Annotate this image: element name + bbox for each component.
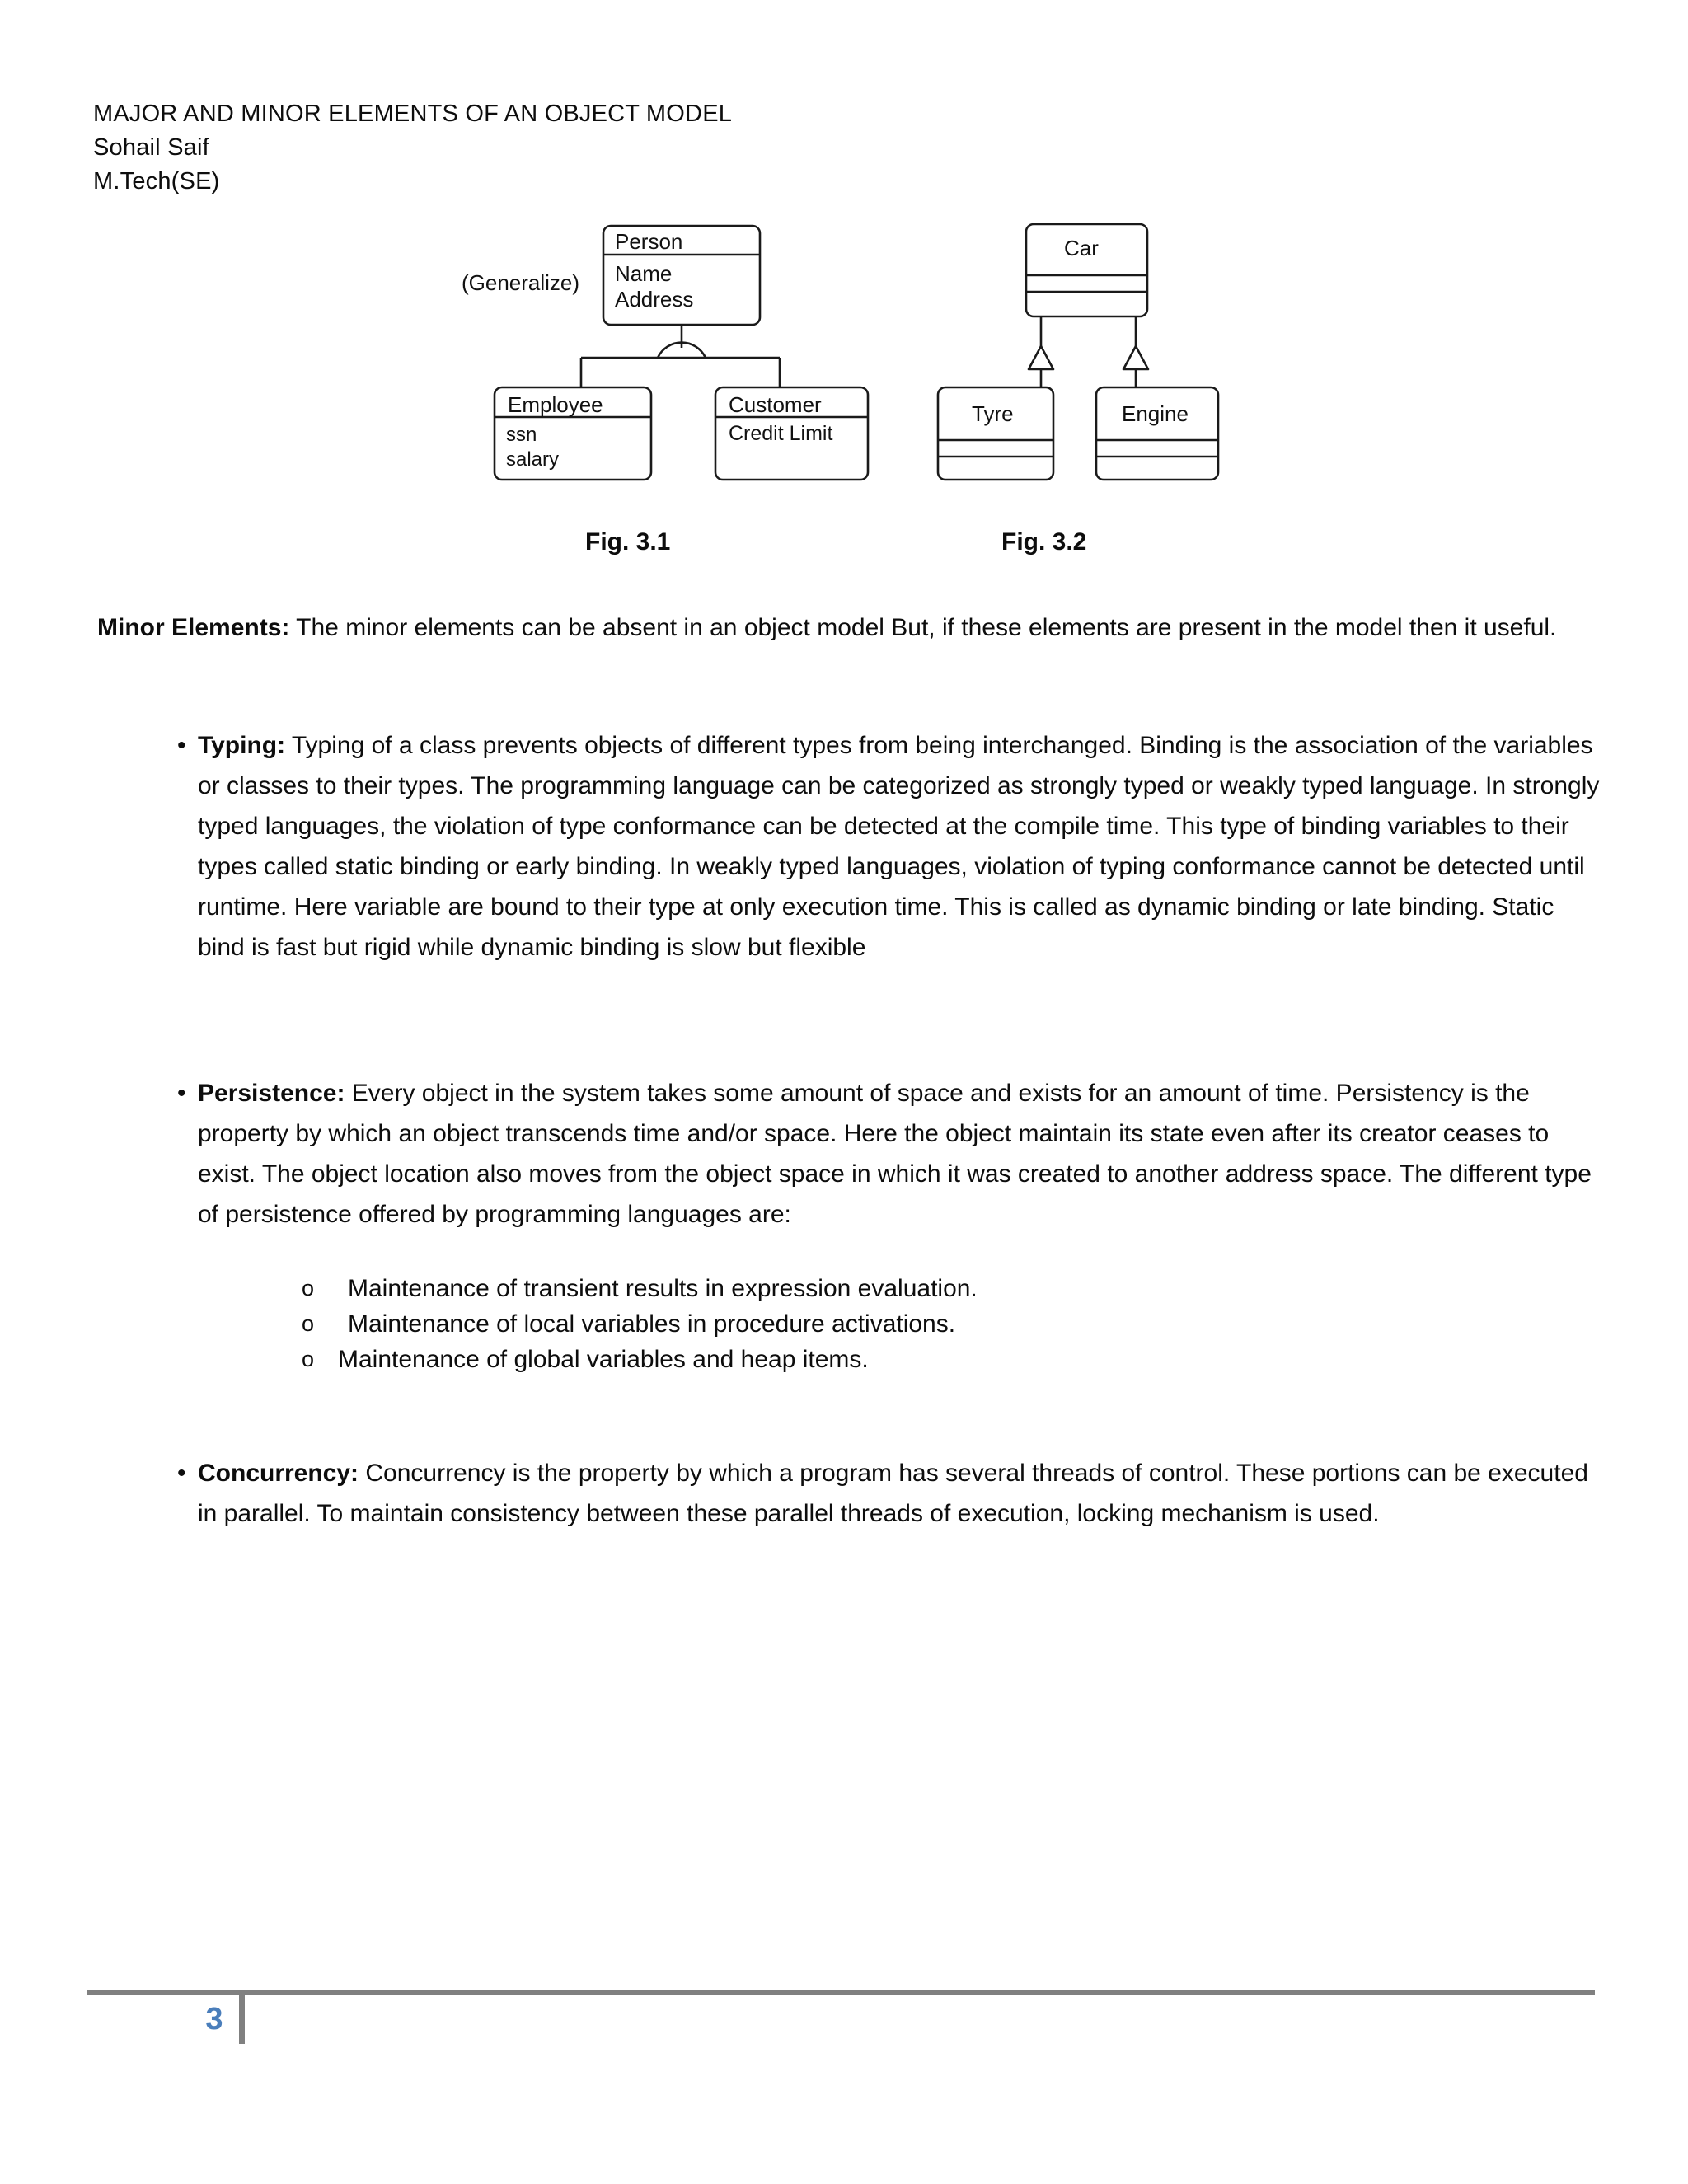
class-name-employee: Employee: [508, 392, 603, 417]
footer-tick-mark: [239, 1990, 245, 2044]
figure-images: [445, 216, 1278, 488]
class-attr-person-name: Name: [615, 261, 673, 286]
sublist-item-text: Maintenance of transient results in expression evaluation.: [348, 1275, 978, 1302]
class-attr-person-address: Address: [615, 287, 694, 312]
intro-lead-label: Minor Elements:: [97, 614, 290, 641]
hollow-circle-bullet-icon: o: [302, 1311, 315, 1336]
list-item-concurrency: [97, 1453, 1606, 1534]
figure-32-caption: Fig. 3.2: [1001, 528, 1087, 555]
class-name-engine: Engine: [1122, 401, 1189, 426]
paragraph-spacer: [97, 1377, 1606, 1453]
sublist-item: [302, 1306, 1606, 1342]
figure-31-annotation: (Generalize): [462, 270, 580, 295]
intro-paragraph-block: [97, 604, 1589, 652]
list-item-text: [198, 1453, 1606, 1534]
footer-divider-rule: [87, 1990, 1595, 1995]
sublist-item: [302, 1271, 1606, 1306]
class-attr-customer-credit-limit: Credit Limit: [729, 422, 833, 445]
figure-31-caption: Fig. 3.1: [585, 528, 671, 555]
figure-captions: [445, 526, 1278, 562]
list-item-lead-label: Concurrency:: [198, 1460, 359, 1487]
author-name: Sohail Saif: [93, 134, 209, 161]
paragraph-spacer: [97, 968, 1606, 1073]
list-item-text: [198, 725, 1606, 968]
bullet-marker-icon: •: [177, 1460, 186, 1487]
hollow-circle-bullet-icon: o: [302, 1276, 315, 1301]
page-number: 3: [205, 2002, 223, 2036]
intro-body-text: The minor elements can be absent in an object model But, if these elements are present in the model then it useful.: [289, 614, 1557, 641]
class-attr-employee-salary: salary: [506, 448, 560, 471]
uml-class-diagrams: [445, 216, 1278, 488]
sublist-item-text: Maintenance of local variables in procedure activations.: [348, 1310, 956, 1338]
class-name-person: Person: [615, 229, 683, 254]
document-header: [93, 97, 1329, 199]
list-item-body-text: Every object in the system takes some amount of space and exists for an amount of time. Persistency is the property by which an object transcends time and/or space. Here the object maintain its state even after its creator ceases to exist. The object location also moves from the object space in which it was created to another address space. The different type of persistence offered by programming languages are:: [198, 1080, 1592, 1228]
list-item-typing: [97, 725, 1606, 968]
sublist-item: [302, 1342, 1606, 1377]
list-item-body-text: Typing of a class prevents objects of different types from being interchanged. Binding is the association of the variables or classes to their types. The programming language can be categorized as strongly typed or weakly typed language. In strongly typed languages, the violation of type conformance can be detected at the compile time. This type of binding variables to their types called static binding or early binding. In weakly typed languages, violation of typing conformance cannot be detected until runtime. Here variable are bound to their type at only execution time. This is called as dynamic binding or late binding. Static bind is fast but rigid while dynamic binding is slow but flexible: [198, 732, 1600, 961]
hollow-circle-bullet-icon: o: [302, 1347, 315, 1371]
persistence-sublist: [198, 1271, 1606, 1377]
list-item-body-text: Concurrency is the property by which a program has several threads of control. These portions can be executed in parallel. To maintain consistency between these parallel threads of execution, locking mechanism is used.: [198, 1460, 1588, 1527]
class-name-tyre: Tyre: [972, 401, 1014, 426]
sublist-item-text: Maintenance of global variables and heap items.: [338, 1346, 869, 1373]
bullet-marker-icon: •: [177, 732, 186, 759]
page-footer: [0, 1978, 1688, 2085]
author-qualification: M.Tech(SE): [93, 168, 220, 194]
bullet-marker-icon: •: [177, 1080, 186, 1107]
class-attr-employee-ssn: ssn: [506, 424, 537, 446]
class-name-car: Car: [1064, 236, 1099, 260]
list-item-text: [198, 1073, 1606, 1235]
list-item-lead-label: Persistence:: [198, 1080, 345, 1107]
list-item-persistence: [97, 1073, 1606, 1377]
list-item-lead-label: Typing:: [198, 732, 286, 759]
class-name-customer: Customer: [729, 392, 822, 417]
page-title: MAJOR AND MINOR ELEMENTS OF AN OBJECT MODEL: [93, 101, 733, 127]
intro-paragraph: [97, 604, 1589, 652]
minor-elements-list: [97, 725, 1606, 1534]
